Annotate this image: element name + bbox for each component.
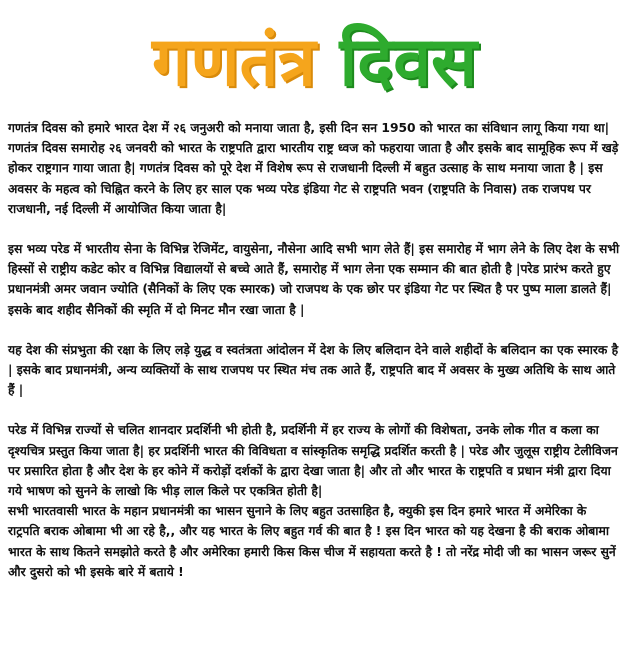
- paragraph-intro: गणतंत्र दिवस को हमारे भारत देश में २६ जनुअरी को मनाया जाता है, इसी दिन सन 1950 को भारत का संविधान लागू किया गया था| गणतंत्र दिवस समारोह २६ जनवरी को भारत के राष्ट्रपति द्वारा भारतीय राष्ट्र ध्वज को फहराया जाता है और इसके बाद सामूहिक रूप में खड़े होकर राष्ट्रगान गाया जाता है| गणतंत्र दिवस को पूरे देश में विशेष रूप से राजधानी दिल्ली में बहुत उत्साह के साथ मनाया जाता है | इस अवसर के महत्व को चिह्नित करने के लिए हर साल एक भव्य परेड इंडिया गेट से राष्ट्रपति भवन (राष्ट्रपति के निवास) तक राजपथ पर राजधानी, नई दिल्ली में आयोजित किया जाता है|: [8, 121, 619, 216]
- page-title: [0, 18, 629, 108]
- paragraph-obama: सभी भारतवासी भारत के महान प्रधानमंत्री का भासन सुनाने के लिए बहुत उतसाहित है, क्युकी इस दिन हमारे भारत में अमेरिका के राट्रपति बराक ओबामा भी आ रहे है,, और यह भारत के लिए बहुत गर्व की बात है ! इस दिन भारत को यह देखना है की बराक ओबामा भारत के साथ कितने समझोते करते है और अमेरिका हमारी किस किस चीज में सहायता करते है ! तो नरेंद्र मोदी जी का भासन जरूर सुनें और दुसरो को भी इसके बारे में बताये !: [8, 504, 616, 579]
- title-word-gantantra: गणतंत्र: [152, 23, 316, 102]
- paragraph-exhibition: परेड में विभिन्न राज्यों से चलित शानदार प्रदर्शिनी भी होती है, प्रदर्शिनी में हर राज्य के लोगों की विशेषता, उनके लोक गीत व कला का दृश्यचित्र प्रस्तुत किया जाता है| हर प्रदर्शिनी भारत की विविधता व सांस्कृतिक समृद्धि प्रदर्शित करती है | परेड और जुलूस राष्ट्रीय टेलीविजन पर प्रसारित होता है और देश के हर कोने में करोड़ों दर्शकों के द्वारा देखा जाता है| और तो और भारत के राष्ट्रपति व प्रधान मंत्री द्वारा दिया गये भाषण को सुनने के लाखो कि भीड़ लाल किले पर एकत्रित होती है|: [8, 423, 618, 499]
- paragraph-memorial: यह देश की संप्रभुता की रक्षा के लिए लड़े युद्ध व स्वतंत्रता आंदोलन में देश के लिए बलिदान देने वाले शहीदों के बलिदान का एक स्मारक है | इसके बाद प्रधानमंत्री, अन्य व्यक्तियों के साथ राजपथ पर स्थित मंच तक आते हैं, राष्ट्रपति बाद में अवसर के मुख्य अतिथि के साथ आते हैं |: [8, 342, 619, 398]
- paragraph-parade: इस भव्य परेड में भारतीय सेना के विभिन्न रेजिमेंट, वायुसेना, नौसेना आदि सभी भाग लेते हैं| इस समारोह में भाग लेने के लिए देश के सभी हिस्सों से राष्ट्रीय कडेट कोर व विभिन्न विद्यालयों से बच्चे आते हैं, समारोह में भाग लेना एक सम्मान की बात होती है |परेड प्रारंभ करते हुए प्रधानमंत्री अमर जवान ज्योति (सैनिकों के लिए एक स्मारक) जो राजपथ के एक छोर पर इंडिया गेट पर स्थित है पर पुष्प माला डालते हैं| इसके बाद शहीद सैनिकों की स्मृति में दो मिनट मौन रखा जाता है |: [8, 242, 620, 317]
- title-word-diwas: दिवस: [339, 23, 477, 102]
- article-body: [8, 118, 622, 582]
